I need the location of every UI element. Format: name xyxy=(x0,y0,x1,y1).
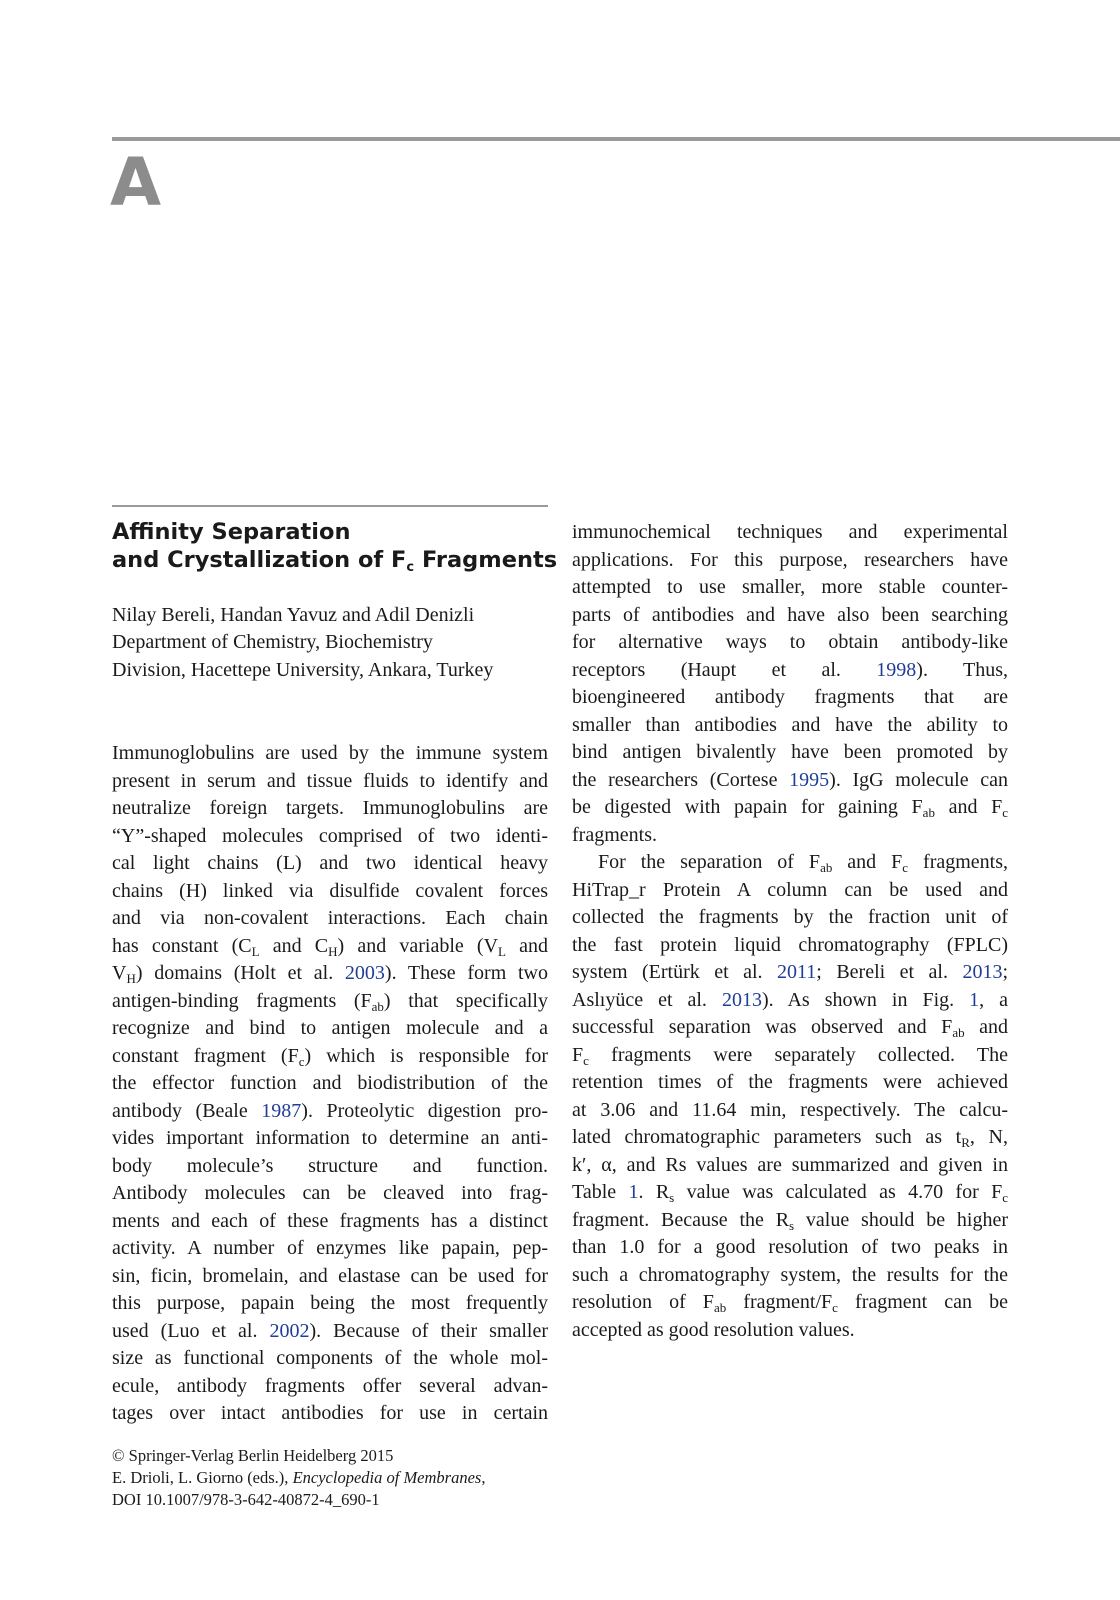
text-line: For the separation of $F_{ab}$ and $F_c$ fragments, xyxy=(598,851,1008,875)
text-line: bind antigen bivalently have been promoted by xyxy=(572,741,1008,763)
text-line: size as functional components of the whole mol- xyxy=(112,1347,548,1369)
text-line: attempted to use smaller, more stable counter- xyxy=(572,576,1008,598)
text-line: be digested with papain for gaining $F_{ab}$ and $F_c$ xyxy=(572,796,1009,820)
citation-link[interactable]: 1987 xyxy=(261,1099,302,1122)
citation-link[interactable]: 2013 xyxy=(721,988,762,1011)
text-line: neutralize foreign targets. Immunoglobulins are xyxy=(112,797,548,819)
text-line: retention times of the fragments were achieved xyxy=(572,1071,1008,1093)
text-line: $F_c$ fragments were separately collected. The xyxy=(572,1043,1008,1068)
text-line: vides important information to determine an anti- xyxy=(112,1127,548,1149)
text-line: tages over intact antibodies for use in certain xyxy=(112,1402,548,1424)
citation-link[interactable]: 2013 xyxy=(962,961,1003,983)
text-line: parts of antibodies and have also been searching xyxy=(572,603,1008,626)
text-line: Aslıyüce et al. 2013). As shown in Fig. 1, a xyxy=(572,988,1008,1011)
top-divider xyxy=(112,137,1120,141)
editors-line: E. Drioli, L. Giorno (eds.), Encyclopedia of Membranes, xyxy=(112,1468,486,1487)
right-column xyxy=(572,519,1008,1344)
entry-title xyxy=(112,518,558,575)
text-line: Table 1. $R_s$ value was calculated as 4.70 for $F_c$ xyxy=(572,1181,1008,1205)
citation-link[interactable]: 2003 xyxy=(344,962,385,984)
text-line: bioengineered antibody fragments that are xyxy=(572,686,1008,708)
text-line: the effector function and biodistribution of the xyxy=(112,1072,548,1094)
text-line: antigen-binding fragments $(F_{ab})$ that specifically xyxy=(112,989,548,1014)
citation-link[interactable]: 2002 xyxy=(269,1319,310,1342)
text-line: activity. A number of enzymes like papain, pep- xyxy=(112,1237,548,1259)
text-line: and via non-covalent interactions. Each chain xyxy=(112,907,548,929)
text-line: Immunoglobulins are used by the immune system xyxy=(112,742,548,764)
text-line: HiTrap_r Protein A column can be used and xyxy=(572,878,1008,901)
text-line: successful separation was observed and $F_{ab}$ and xyxy=(572,1016,1008,1040)
text-line: the researchers (Cortese 1995). IgG molecule can xyxy=(572,768,1008,791)
text-line: $V_H$) domains (Holt et al. 2003). These form two xyxy=(112,962,548,986)
text-line: smaller than antibodies and have the ability to xyxy=(572,713,1008,736)
text-line: chains (H) linked via disulfide covalent forces xyxy=(112,879,548,902)
title-text: Fragments xyxy=(414,547,558,573)
text-line: collected the fragments by the fraction unit of xyxy=(572,906,1008,928)
text-line: cal light chains (L) and two identical heavy xyxy=(112,852,548,874)
text-line: sin, ficin, bromelain, and elastase can be used for xyxy=(112,1264,548,1287)
text-line: present in serum and tissue fluids to identify and xyxy=(112,769,548,792)
text-line: this purpose, papain being the most frequently xyxy=(112,1292,548,1314)
text-line: the fast protein liquid chromatography (FPLC) xyxy=(572,933,1008,956)
text-line: immunochemical techniques and experimental xyxy=(572,521,1008,543)
text-line: body molecule’s structure and function. xyxy=(112,1154,548,1177)
text-line: for alternative ways to obtain antibody-like xyxy=(572,631,1008,653)
text-line: fragments. xyxy=(572,823,657,846)
text-line: applications. For this purpose, researchers have xyxy=(572,548,1008,571)
citation-link[interactable]: 1998 xyxy=(876,658,917,681)
table-link[interactable]: 1 xyxy=(628,1181,639,1203)
text-line: than 1.0 for a good resolution of two peaks in xyxy=(572,1236,1008,1258)
text-line: fragment. Because the $R_s$ value should be higher xyxy=(572,1208,1008,1233)
title-line-2 xyxy=(112,546,558,575)
left-column xyxy=(112,740,548,1428)
text-line: resolution of $F_{ab}$ fragment/$F_c$ fragment can be xyxy=(572,1291,1008,1315)
text-line: recognize and bind to antigen molecule and a xyxy=(112,1017,548,1039)
title-text: and Crystallization of F xyxy=(112,547,407,573)
text-line: receptors (Haupt et al. 1998). Thus, xyxy=(572,658,1008,681)
copyright-footer xyxy=(112,1445,572,1511)
text-line: used (Luo et al. 2002). Because of their smaller xyxy=(112,1319,548,1342)
text-line: antibody (Beale 1987). Proteolytic digestion pro- xyxy=(112,1099,548,1122)
text-line: ments and each of these fragments has a distinct xyxy=(112,1209,548,1232)
text-line: such a chromatography system, the results for the xyxy=(572,1263,1008,1286)
text-line: system (Ertürk et al. 2011; Bereli et al. 2013; xyxy=(572,961,1008,983)
text-line: at 3.06 and 11.64 min, respectively. The calcu- xyxy=(572,1098,1008,1121)
text-line: k′, α, and Rs values are summarized and given in xyxy=(572,1153,1008,1176)
text-line: accepted as good resolution values. xyxy=(572,1318,855,1341)
affiliation-line: Division, Hacettepe University, Ankara, Turkey xyxy=(112,658,494,681)
doi-line: DOI 10.1007/978-3-642-40872-4_690-1 xyxy=(112,1490,380,1509)
title-divider xyxy=(112,505,548,507)
book-title: Encyclopedia of Membranes xyxy=(292,1468,482,1487)
figure-link[interactable]: 1 xyxy=(969,988,980,1011)
text-line: has constant ($C_L$ and $C_H$) and variable ($V_L$ and xyxy=(112,934,548,959)
title-subscript: c xyxy=(406,560,415,575)
text-line: Antibody molecules can be cleaved into frag- xyxy=(112,1182,548,1204)
author-block xyxy=(112,602,552,684)
copyright-line: © Springer-Verlag Berlin Heidelberg 2015 xyxy=(112,1446,394,1465)
title-line-1: Affinity Separation xyxy=(112,519,351,545)
author-names: Nilay Bereli, Handan Yavuz and Adil Denizli xyxy=(112,604,475,626)
section-letter: A xyxy=(110,144,161,221)
citation-link[interactable]: 1995 xyxy=(789,768,830,791)
text-line: “Y”-shaped molecules comprised of two identi- xyxy=(112,824,548,847)
text-line: constant fragment $(F_c)$ which is responsible for xyxy=(112,1044,549,1069)
text-line: lated chromatographic parameters such as $t_R$, N, xyxy=(572,1126,1009,1150)
citation-link[interactable]: 2011 xyxy=(777,961,817,983)
text-line: ecule, antibody fragments offer several advan- xyxy=(112,1374,548,1397)
affiliation-line: Department of Chemistry, Biochemistry xyxy=(112,631,433,654)
